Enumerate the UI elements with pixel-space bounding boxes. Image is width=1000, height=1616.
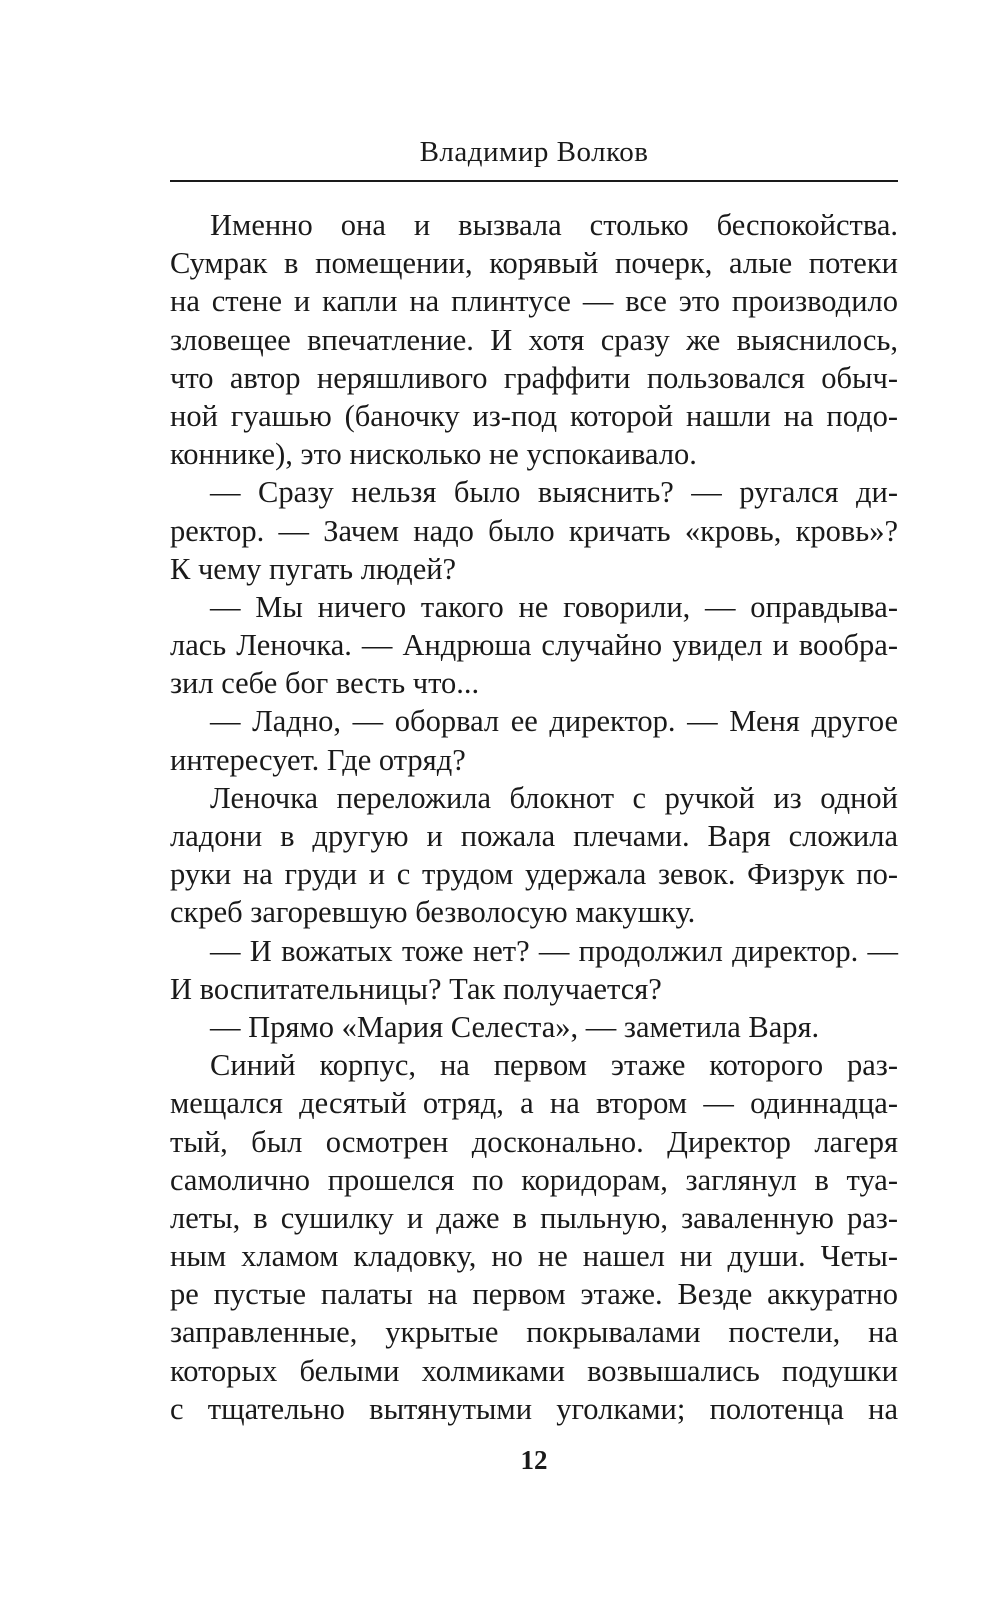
header-rule bbox=[170, 180, 898, 182]
running-header-author: Владимир Волков bbox=[419, 136, 649, 168]
text-line: ректор. — Зачем надо было кричать «кровь, кровь»? bbox=[170, 513, 898, 548]
text-line: самолично прошелся по коридорам, заглянул в туа- bbox=[170, 1162, 898, 1197]
text-line: зловещее впечатление. И хотя сразу же выяснилось, bbox=[170, 322, 898, 357]
text-line: которых белыми холмиками возвышались подушки bbox=[170, 1353, 898, 1388]
text-line: интересует. Где отряд? bbox=[170, 742, 466, 777]
text-line: К чему пугать людей? bbox=[170, 551, 457, 586]
text-line: ладони в другую и пожала плечами. Варя сложила bbox=[170, 819, 898, 853]
text-line: с тщательно вытянутыми уголками; полотенца на bbox=[170, 1391, 898, 1426]
page-number: 12 bbox=[520, 1445, 548, 1475]
text-line: — Мы ничего такого не говорили, — оправдыва- bbox=[210, 589, 898, 624]
text-line: леты, в сушилку и даже в пыльную, заваленную раз- bbox=[170, 1200, 898, 1235]
text-line: тый, был осмотрен досконально. Директор лагеря bbox=[170, 1124, 898, 1159]
text-line: заправленные, укрытые покрывалами постели, на bbox=[170, 1315, 898, 1350]
text-line: Именно она и вызвала столько беспокойства. bbox=[210, 208, 898, 242]
text-line: Синий корпус, на первом этаже которого раз- bbox=[210, 1048, 898, 1083]
text-line: мещался десятый отряд, а на втором — одиннадца- bbox=[170, 1086, 898, 1121]
text-line: лась Леночка. — Андрюша случайно увидел и вообра- bbox=[170, 628, 898, 663]
text-line: зил себе бог весть что... bbox=[170, 666, 480, 701]
text-line: ре пустые палаты на первом этаже. Везде аккуратно bbox=[170, 1277, 898, 1312]
text-line: руки на груди и с трудом удержала зевок. Физрук по- bbox=[170, 857, 898, 892]
text-line: — И вожатых тоже нет? — продолжил директор. — bbox=[210, 933, 898, 968]
text-line: — Сразу нельзя было выяснить? — ругался ди- bbox=[210, 475, 898, 510]
text-line: скреб загоревшую безволосую макушку. bbox=[170, 895, 696, 930]
text-line: — Ладно, — оборвал ее директор. — Меня другое bbox=[210, 704, 898, 739]
text-line: Леночка переложила блокнот с ручкой из одной bbox=[210, 780, 898, 815]
text-line: коннике), это нисколько не успокаивало. bbox=[170, 437, 697, 472]
text-line: И воспитательницы? Так получается? bbox=[170, 971, 662, 1006]
text-line: на стене и капли на плинтусе — все это производило bbox=[170, 284, 898, 319]
text-line: Сумрак в помещении, корявый почерк, алые потеки bbox=[170, 246, 898, 281]
text-line: что автор неряшливого граффити пользовался обыч- bbox=[170, 360, 898, 395]
text-line: — Прямо «Мария Селеста», — заметила Варя. bbox=[210, 1009, 820, 1044]
text-line: ным хламом кладовку, но не нашел ни души. Четы- bbox=[170, 1239, 898, 1274]
body-text bbox=[170, 206, 898, 1428]
text-line: ной гуашью (баночку из-под которой нашли на подо- bbox=[170, 398, 898, 433]
